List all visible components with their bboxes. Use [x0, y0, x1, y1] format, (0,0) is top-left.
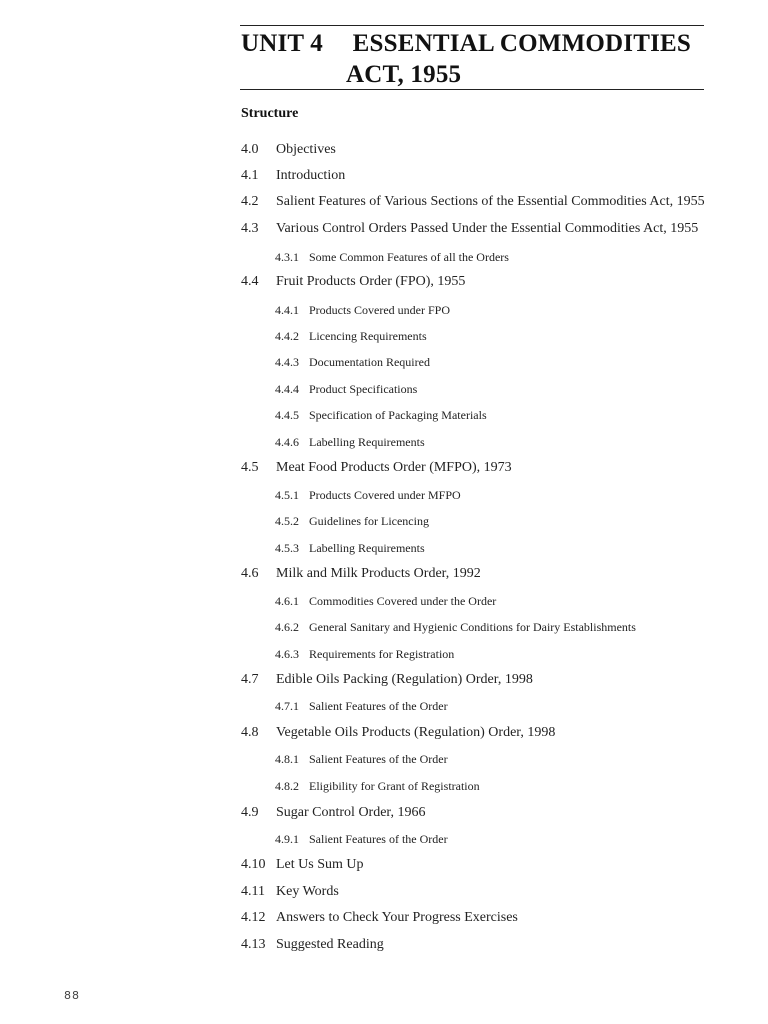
toc-number: 4.4.2 — [275, 329, 299, 343]
toc-subsection — [275, 488, 461, 503]
toc-number: 4.9.1 — [275, 832, 299, 846]
toc-title: Eligibility for Grant of Registration — [309, 779, 480, 793]
page-number: 88 — [64, 989, 80, 1002]
toc-title: Product Specifications — [309, 382, 418, 396]
toc-number: 4.9 — [241, 805, 259, 820]
toc-number: 4.6.2 — [275, 620, 299, 634]
toc-number: 4.8 — [241, 725, 259, 740]
toc-subsection — [275, 647, 454, 662]
toc-subsection — [275, 699, 448, 714]
toc-title: Products Covered under FPO — [309, 303, 450, 317]
unit-title-line2: ACT, 1955 — [346, 61, 462, 88]
toc-number: 4.6.3 — [275, 647, 299, 661]
toc-section — [241, 857, 364, 873]
toc-title: Labelling Requirements — [309, 541, 425, 555]
toc-subsection — [275, 329, 427, 344]
toc-section — [241, 805, 426, 821]
toc-title: Various Control Orders Passed Under the Essential Commodities Act, 1955 — [276, 221, 699, 236]
toc-title: Sugar Control Order, 1966 — [276, 805, 426, 820]
toc-number: 4.8.1 — [275, 752, 299, 766]
unit-title-line1 — [241, 28, 691, 59]
toc-subsection — [275, 382, 417, 397]
toc-title: Fruit Products Order (FPO), 1955 — [276, 274, 466, 289]
toc-title: Salient Features of the Order — [309, 699, 448, 713]
toc-title: Salient Features of Various Sections of the Essential Commodities Act, 1955 — [276, 194, 705, 209]
toc-number: 4.4.3 — [275, 355, 299, 369]
toc-title: Meat Food Products Order (MFPO), 1973 — [276, 460, 512, 475]
toc-number: 4.4.1 — [275, 303, 299, 317]
toc-number: 4.0 — [241, 142, 259, 157]
toc-title: Documentation Required — [309, 355, 430, 369]
toc-number: 4.12 — [241, 910, 266, 925]
toc-section — [241, 194, 705, 210]
toc-subsection — [275, 303, 450, 318]
toc-section — [241, 937, 384, 953]
toc-number: 4.5.2 — [275, 514, 299, 528]
toc-number: 4.6 — [241, 566, 259, 581]
toc-title: Suggested Reading — [276, 937, 384, 952]
toc-title: Requirements for Registration — [309, 647, 455, 661]
toc-number: 4.11 — [241, 884, 265, 899]
toc-subsection — [275, 594, 496, 609]
toc-section — [241, 672, 533, 688]
toc-number: 4.7.1 — [275, 699, 299, 713]
toc-number: 4.3.1 — [275, 250, 299, 264]
toc-number: 4.7 — [241, 672, 259, 687]
toc-section — [241, 142, 336, 158]
toc-title: Milk and Milk Products Order, 1992 — [276, 566, 481, 581]
toc-section — [241, 221, 698, 237]
unit-label: UNIT 4 — [241, 30, 324, 57]
toc-subsection — [275, 779, 480, 794]
toc-section — [241, 884, 339, 900]
toc-section — [241, 725, 555, 741]
toc-number: 4.4.6 — [275, 435, 299, 449]
unit-title — [241, 28, 711, 90]
toc-section — [241, 460, 512, 476]
bottom-rule — [240, 89, 704, 90]
toc-title: Products Covered under MFPO — [309, 488, 461, 502]
toc-title: Introduction — [276, 168, 346, 183]
toc-title: Licencing Requirements — [309, 329, 427, 343]
structure-heading: Structure — [241, 106, 299, 121]
toc-number: 4.3 — [241, 221, 259, 236]
toc-number: 4.10 — [241, 857, 266, 872]
toc-subsection — [275, 832, 448, 847]
toc-number: 4.1 — [241, 168, 259, 183]
toc-subsection — [275, 408, 487, 423]
toc-title: General Sanitary and Hygienic Conditions for Dairy Establishments — [309, 620, 636, 634]
toc-title: Specification of Packaging Materials — [309, 408, 487, 422]
toc-title: Salient Features of the Order — [309, 752, 448, 766]
toc-title: Guidelines for Licencing — [309, 514, 429, 528]
toc-number: 4.5 — [241, 460, 259, 475]
toc-number: 4.4.5 — [275, 408, 299, 422]
toc-title: Key Words — [276, 884, 339, 899]
toc-title: Let Us Sum Up — [276, 857, 364, 872]
toc-subsection — [275, 620, 636, 635]
top-rule — [240, 25, 704, 26]
toc-number: 4.13 — [241, 937, 266, 952]
toc-number: 4.5.1 — [275, 488, 299, 502]
toc-title: Some Common Features of all the Orders — [309, 250, 509, 264]
toc-number: 4.6.1 — [275, 594, 299, 608]
toc-number: 4.5.3 — [275, 541, 299, 555]
toc-section — [241, 168, 345, 184]
toc-subsection — [275, 355, 430, 370]
toc-number: 4.4.4 — [275, 382, 299, 396]
toc-title: Salient Features of the Order — [309, 832, 448, 846]
toc-number: 4.2 — [241, 194, 259, 209]
toc-section — [241, 274, 465, 290]
toc-section — [241, 910, 518, 926]
toc-subsection — [275, 752, 448, 767]
toc-title: Edible Oils Packing (Regulation) Order, 1998 — [276, 672, 533, 687]
toc-title: Labelling Requirements — [309, 435, 425, 449]
toc-title: Objectives — [276, 142, 336, 157]
toc-subsection — [275, 541, 425, 556]
toc-title: Vegetable Oils Products (Regulation) Order, 1998 — [276, 725, 556, 740]
unit-title-text-line1: ESSENTIAL COMMODITIES — [352, 30, 691, 57]
toc-number: 4.4 — [241, 274, 259, 289]
toc-subsection — [275, 250, 509, 265]
toc-title: Answers to Check Your Progress Exercises — [276, 910, 518, 925]
toc-title: Commodities Covered under the Order — [309, 594, 497, 608]
toc-number: 4.8.2 — [275, 779, 299, 793]
toc-subsection — [275, 435, 425, 450]
toc-section — [241, 566, 481, 582]
toc-subsection — [275, 514, 429, 529]
